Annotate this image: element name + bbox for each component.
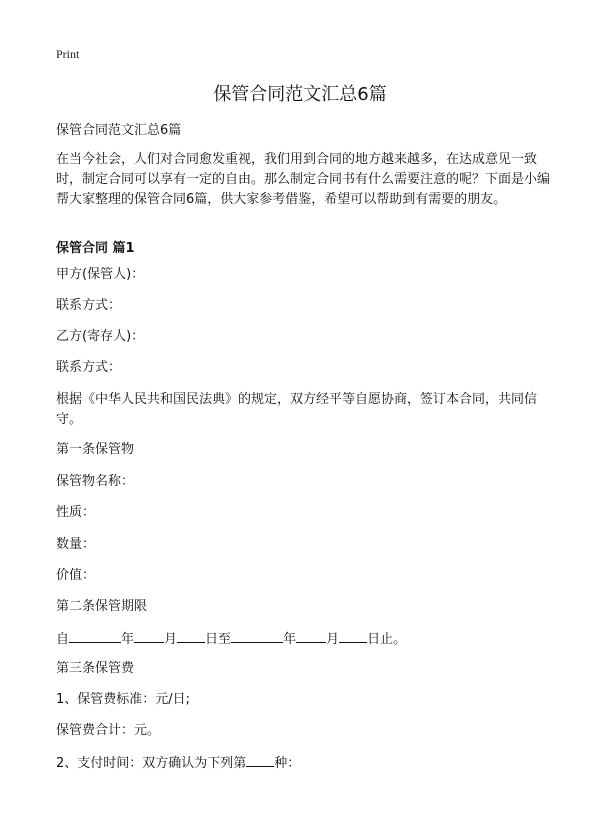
term-month-1: 月 — [164, 632, 178, 647]
item-name-line: 保管物名称： — [56, 474, 135, 489]
intro-paragraph: 在当今社会，人们对合同愈发重视，我们用到合同的地方越来越多，在达成意见一致时，制定合同可以享有一定的自由。那么制定合同书有什么需要注意的呢？下面是小编帮大家整理的保管合同6篇，供大家参考借鉴，希望可以帮助到有需要的朋友。 — [56, 152, 551, 207]
blank-day-2 — [339, 628, 367, 643]
contact-a-line: 联系方式： — [56, 298, 122, 313]
value-line: 价值： — [56, 568, 96, 583]
term-year-2: 年 — [283, 632, 297, 647]
nature-line: 性质： — [56, 505, 96, 520]
party-b-line: 乙方(寄存人)： — [56, 329, 145, 344]
blank-year-1 — [69, 628, 121, 643]
payment-time-suffix: 种： — [274, 756, 301, 771]
payment-time-prefix: 2、支付时间：双方确认为下列第 — [56, 756, 247, 771]
term-month-2: 月 — [326, 632, 340, 647]
fee-standard-line: 1、保管费标准：元/日; — [56, 692, 191, 707]
term-day-to: 日至 — [205, 632, 232, 647]
fee-total-line: 保管费合计：元。 — [56, 723, 161, 738]
basis-paragraph: 根据《中华人民共和国民法典》的规定，双方经平等自愿协商，签订本合同，共同信守。 — [56, 392, 538, 427]
party-a-line: 甲方(保管人)： — [56, 267, 145, 282]
document-subtitle: 保管合同范文汇总6篇 — [56, 123, 182, 138]
contact-b-line: 联系方式： — [56, 360, 122, 375]
quantity-line: 数量： — [56, 537, 96, 552]
term-year-1: 年 — [121, 632, 135, 647]
article-1-heading: 第一条保管物 — [56, 442, 135, 457]
blank-day-1 — [177, 628, 205, 643]
article-2-heading: 第二条保管期限 — [56, 599, 148, 614]
blank-month-2 — [296, 628, 326, 643]
term-line — [56, 628, 556, 650]
section-heading: 保管合同 篇1 — [56, 241, 135, 256]
term-from: 自 — [56, 632, 70, 647]
payment-time-line — [56, 752, 556, 774]
article-3-heading: 第三条保管费 — [56, 661, 135, 676]
term-day-end: 日止。 — [367, 632, 407, 647]
document-title: 保管合同范文汇总6篇 — [213, 84, 387, 105]
blank-year-2 — [231, 628, 283, 643]
print-link[interactable]: Print — [56, 47, 80, 61]
blank-payment-option — [246, 752, 274, 767]
blank-month-1 — [134, 628, 164, 643]
